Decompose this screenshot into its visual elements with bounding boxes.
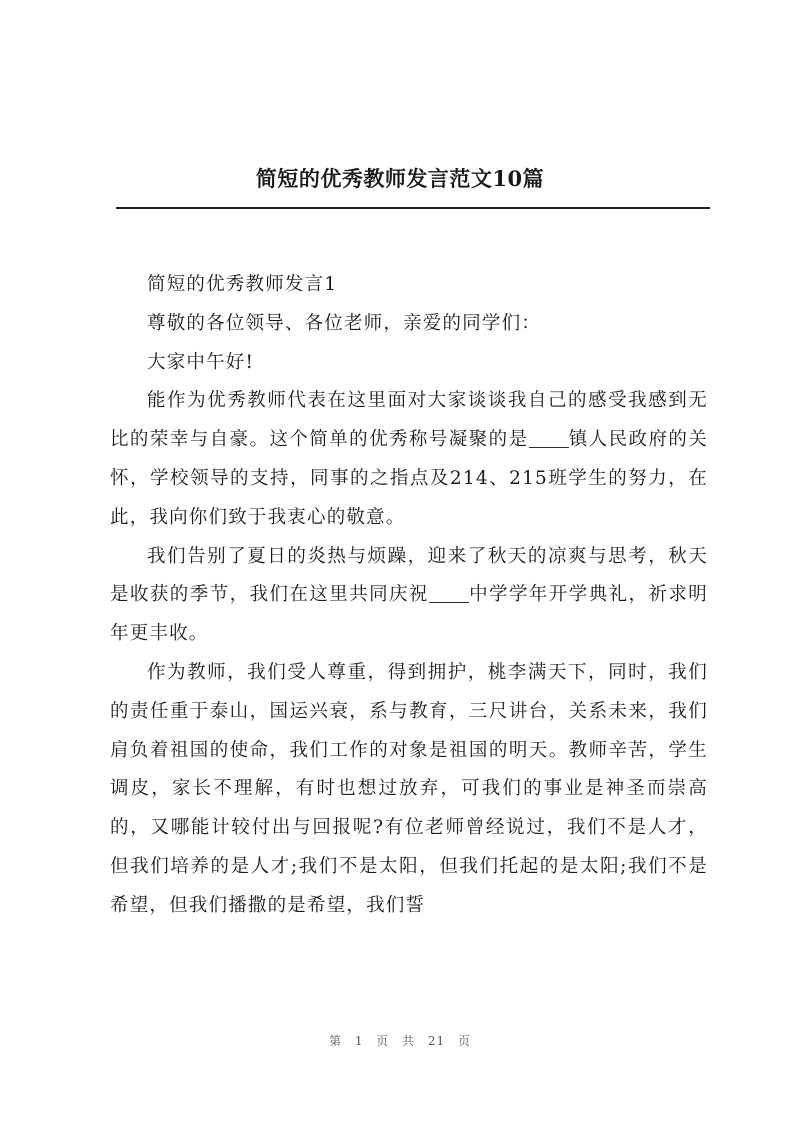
- paragraph: 作为教师，我们受人尊重，得到拥护，桃李满天下，同时，我们的责任重于泰山，国运兴衰，系与教育，三尺讲台，关系未来，我们肩负着祖国的使命，我们工作的对象是祖国的明天。教师辛苦，学生调皮，家长不理解，有时也想过放弃，可我们的事业是神圣而崇高的，又哪能计较付出与回报呢?有位老师曾经说过，我们不是人才，但我们培养的是人才;我们不是太阳，但我们托起的是太阳;我们不是希望，但我们播撒的是希望，我们誓: [110, 661, 708, 916]
- paragraph-text: 中学学年开学典礼，祈求明年更丰收。: [110, 584, 708, 645]
- fill-in-blank: [429, 584, 469, 604]
- document-title: 简短的优秀教师发言范文10篇: [255, 166, 545, 191]
- title-divider: [116, 207, 710, 209]
- paragraph-text: 能作为优秀教师代表在这里面对大家谈谈我自己的感受我感到无比的荣幸与自豪。这个简单的优秀称号凝聚的是: [110, 390, 708, 451]
- section-heading: 简短的优秀教师发言1: [147, 274, 338, 295]
- paragraph: [110, 538, 708, 654]
- fill-in-blank: [529, 429, 569, 449]
- document-body: [110, 266, 708, 926]
- paragraph-text: 我们告别了夏日的炎热与烦躁，迎来了秋天的凉爽与思考，秋天是收获的季节，我们在这里共同庆祝: [110, 545, 708, 606]
- greeting: 大家中午好!: [147, 351, 255, 373]
- salutation: 尊敬的各位领导、各位老师，亲爱的同学们：: [147, 312, 542, 334]
- paragraph: [110, 382, 708, 537]
- page-number: 第 1 页 共 21 页: [329, 1034, 471, 1048]
- paragraph-text: 镇人民政府的关怀，学校领导的支持，同事的之指点及214、215班学生的努力，在此，我向你们致于我衷心的敬意。: [110, 429, 708, 528]
